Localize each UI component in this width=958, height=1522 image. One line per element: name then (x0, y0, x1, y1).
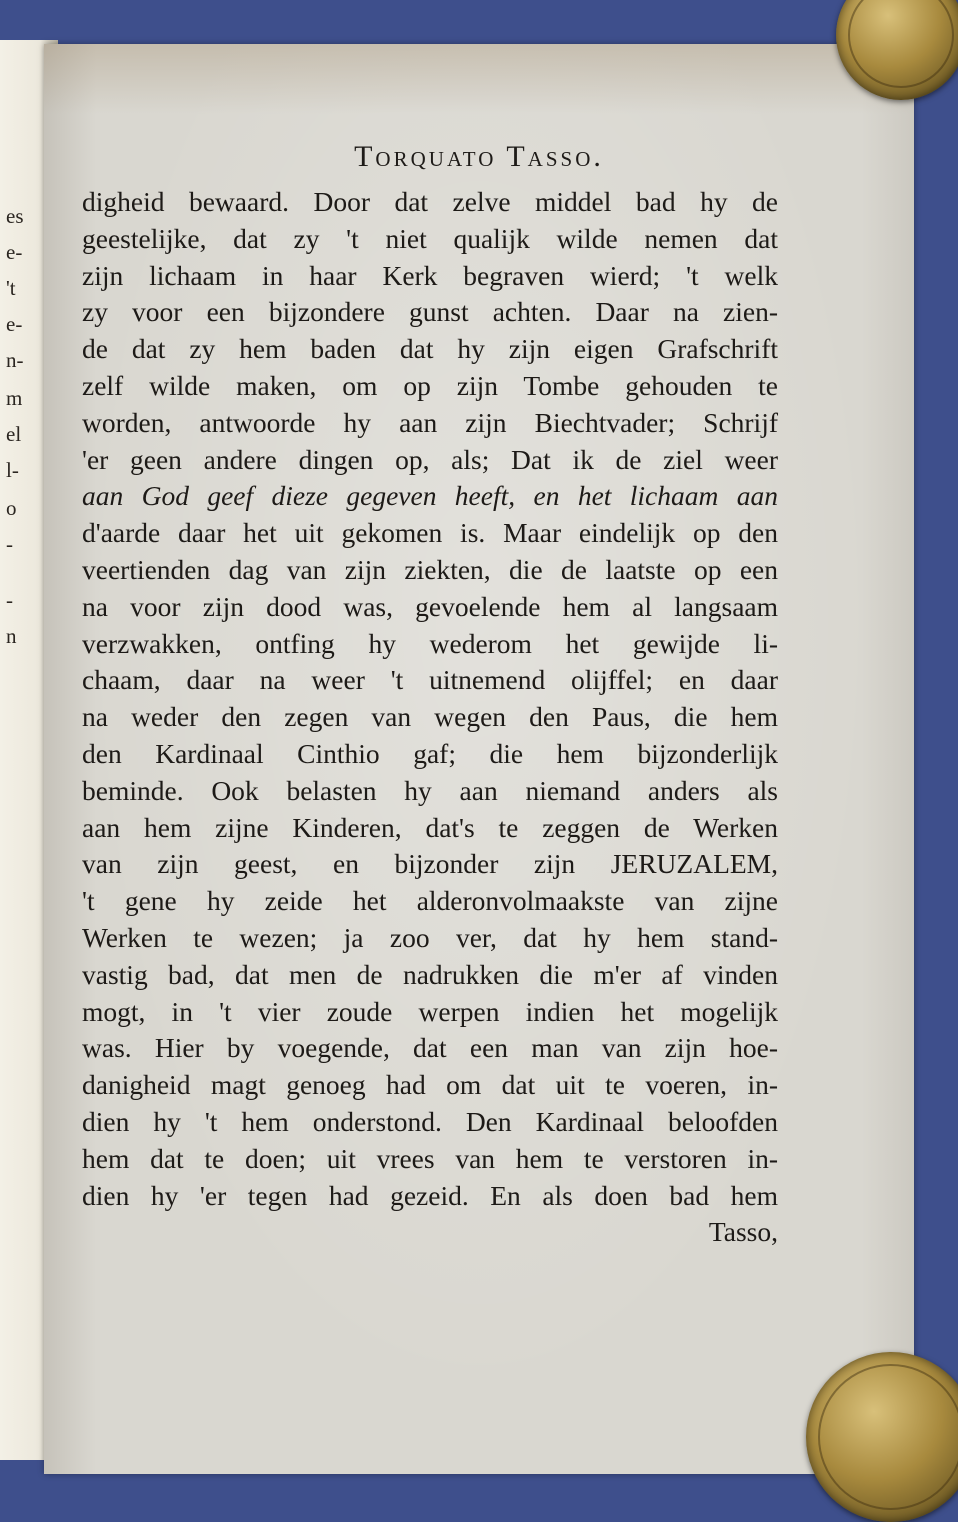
text-line: mogt, in 't vier zoude werpen indien het mogelijk (82, 995, 778, 1027)
text-line: digheid bewaard. Door dat zelve middel bad hy de (82, 186, 778, 217)
text-line: zelf wilde maken, om op zijn Tombe gehouden te (82, 369, 778, 401)
text-line: zy voor een bijzondere gunst achten. Daar na zien- (82, 296, 778, 328)
page-stain (44, 44, 914, 114)
text-line: aan hem zijne Kinderen, dat's te zeggen de Werken (82, 811, 778, 843)
text-line: vastig bad, dat men de nadrukken die m'er af vinden (82, 958, 778, 990)
text-line: was. Hier by voegende, dat een man van zijn hoe- (82, 1032, 778, 1064)
text-line: worden, antwoorde hy aan zijn Biechtvader; Schrijf (82, 406, 778, 438)
text-line: van zijn geest, en bijzonder zijn JERUZALEM, (82, 848, 778, 880)
text-line: veertienden dag van zijn ziekten, die de laatste op een (82, 553, 778, 585)
text-line: na voor zijn dood was, gevoelende hem al langsaam (82, 590, 778, 622)
text-line: dien hy 't hem onderstond. Den Kardinaal beloofden (82, 1105, 778, 1137)
text-line: danigheid magt genoeg had om dat uit te voeren, in- (82, 1069, 778, 1101)
facing-page-fragment: n (6, 624, 17, 648)
text-line: verzwakken, ontfing hy wederom het gewijde li- (82, 627, 778, 659)
catchword: Tasso, (708, 1216, 778, 1248)
facing-page-fragment: n- (6, 348, 24, 372)
text-line: zijn lichaam in haar Kerk begraven wierd; 't welk (82, 259, 778, 291)
text-line: 'er geen andere dingen op, als; Dat ik de ziel weer (82, 443, 778, 475)
facing-page-fragment: - (6, 532, 13, 556)
text-line: beminde. Ook belasten hy aan niemand anders als (82, 774, 778, 806)
text-line-italic: aan God geef dieze gegeven heeft, en het lichaam aan (82, 480, 778, 512)
facing-page-fragment: - (6, 588, 13, 612)
text-line: geestelijke, dat zy 't niet qualijk wilde nemen dat (82, 222, 778, 254)
text-line: 't gene hy zeide het alderonvolmaakste van zijne (82, 885, 778, 917)
facing-page-fragment: 't (6, 276, 16, 300)
running-head: Torquato Tasso. (354, 140, 604, 173)
text-line: hem dat te doen; uit vrees van hem te verstoren in- (82, 1142, 778, 1174)
facing-page-fragment: l- (6, 458, 19, 482)
text-line: Werken te wezen; ja zoo ver, dat hy hem stand- (82, 921, 778, 953)
facing-page-fragment: o (6, 496, 17, 520)
book-page (44, 44, 914, 1474)
facing-page-fragment: el (6, 422, 22, 446)
text-line: chaam, daar na weer 't uitnemend olijffel; en daar (82, 664, 778, 696)
body-text (82, 184, 778, 1251)
text-line: d'aarde daar het uit gekomen is. Maar eindelijk op den (82, 517, 778, 549)
text-line: de dat zy hem baden dat hy zijn eigen Grafschrift (82, 333, 778, 365)
text-line: den Kardinaal Cinthio gaf; die hem bijzonderlijk (82, 737, 778, 769)
coin-weight-bottom (806, 1352, 958, 1522)
facing-page-fragment: e- (6, 312, 23, 336)
facing-page-fragment: e- (6, 240, 23, 264)
text-line: dien hy 'er tegen had gezeid. En als doen bad hem (82, 1179, 778, 1211)
facing-page-fragment: es (6, 204, 24, 228)
text-line: na weder den zegen van wegen den Paus, die hem (82, 701, 778, 733)
facing-page-fragment: m (6, 386, 23, 410)
